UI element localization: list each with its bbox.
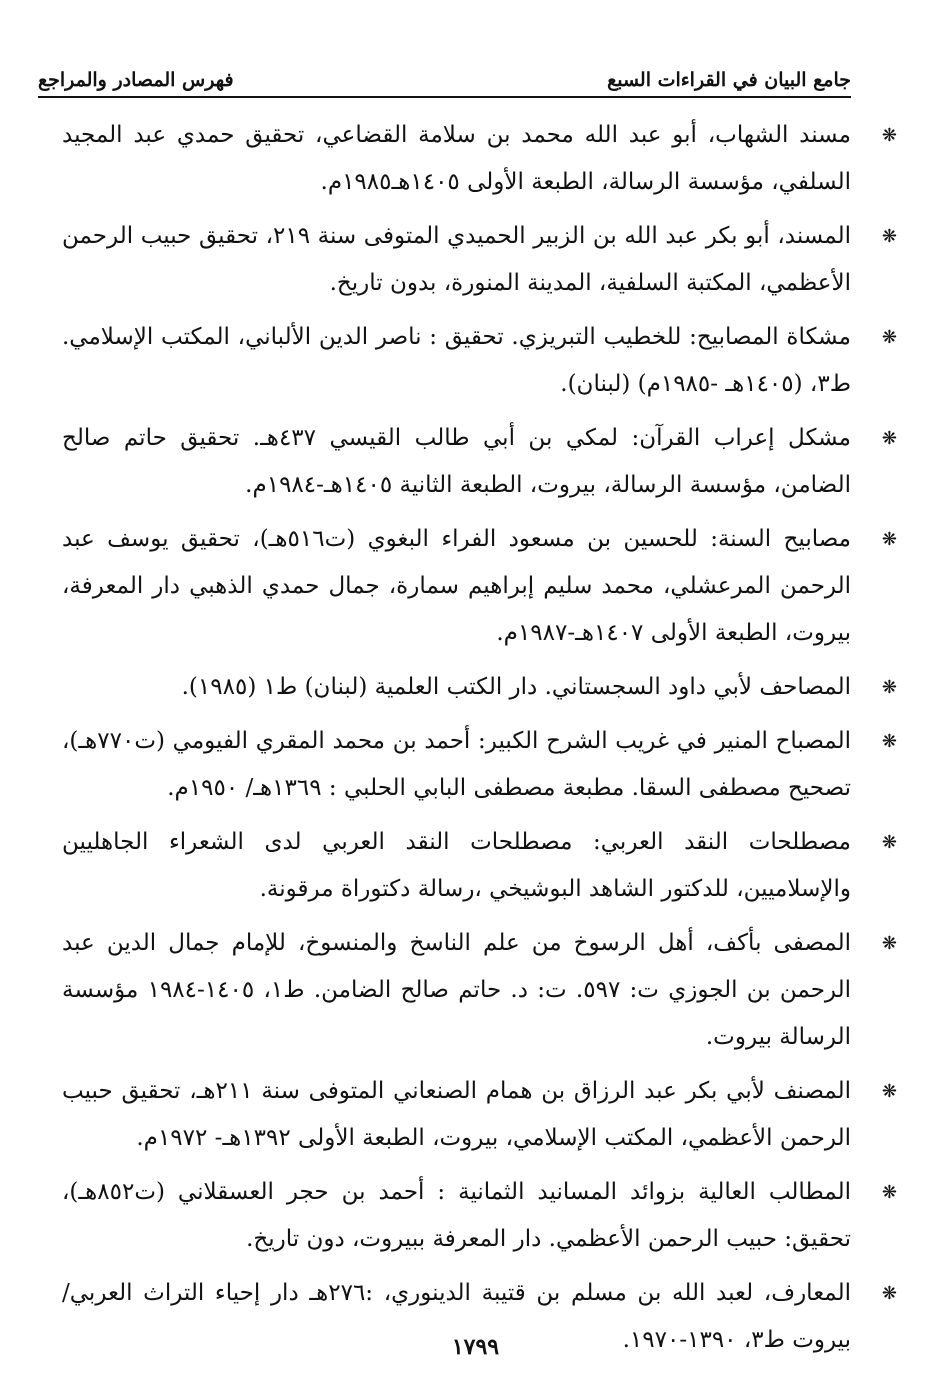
- running-header: [38, 52, 851, 98]
- header-section-title: فهرس المصادر والمراجع: [38, 69, 234, 92]
- entry-text: المطالب العالية بزوائد المسانيد الثمانية : أحمد بن حجر العسقلاني (ت٨٥٢هـ)، تحقيق: حبيب الرحمن الأعظمي. دار المعرفة ببيروت، دون تاريخ.: [62, 1179, 851, 1252]
- asterism-bullet-icon: ❋: [881, 1283, 897, 1304]
- bibliography-entry: [62, 415, 897, 509]
- bibliography-entry: [62, 516, 897, 657]
- entry-text: مصابيح السنة: للحسين بن مسعود الفراء البغوي (ت٥١٦هـ)، تحقيق يوسف عبد الرحمن المرعشلي، محمد سليم إبراهيم سمارة، جمال حمدي الذهبي دار المعرفة، بيروت، الطبعة الأولى ١٤٠٧هـ-١٩٨٧م.: [62, 526, 851, 646]
- asterism-bullet-icon: ❋: [881, 226, 897, 247]
- entry-text: المعارف، لعبد الله بن مسلم بن قتيبة الدينوري، :٢٧٦هـ دار إحياء التراث العربي/بيروت ط٣، ١٣٩٠-١٩٧٠.: [62, 1280, 851, 1353]
- bibliography-entry: [62, 213, 897, 307]
- bibliography-entry: [62, 1068, 897, 1162]
- entry-text: المصباح المنير في غريب الشرح الكبير: أحمد بن محمد المقري الفيومي (ت٧٧٠هـ)، تصحيح مصطفى السقا. مطبعة مصطفى البابي الحلبي : ١٣٦٩هـ/ ١٩٥٠م.: [62, 728, 852, 801]
- entry-text: مصطلحات النقد العربي: مصطلحات النقد العربي لدى الشعراء الجاهليين والإسلاميين، للدكتور الشاهد البوشيخي ،رسالة دكتوراة مرقونة.: [62, 829, 851, 902]
- entry-text: مشكاة المصابيح: للخطيب التبريزي. تحقيق : ناصر الدين الألباني، المكتب الإسلامي. ط٣، (١٤٠٥هـ -١٩٨٥م) (لبنان).: [62, 324, 851, 397]
- asterism-bullet-icon: ❋: [881, 125, 897, 146]
- asterism-bullet-icon: ❋: [881, 731, 897, 752]
- asterism-bullet-icon: ❋: [881, 933, 897, 954]
- entry-text: المسند، أبو بكر عبد الله بن الزبير الحميدي المتوفى سنة ٢١٩، تحقيق حبيب الرحمن الأعظمي، المكتبة السلفية، المدينة المنورة، بدون تاريخ.: [62, 223, 851, 296]
- entry-text: مشكل إعراب القرآن: لمكي بن أبي طالب القيسي ٤٣٧هـ. تحقيق حاتم صالح الضامن، مؤسسة الرسالة، بيروت، الطبعة الثانية ١٤٠٥هـ-١٩٨٤م.: [62, 425, 851, 498]
- asterism-bullet-icon: ❋: [881, 529, 897, 550]
- asterism-bullet-icon: ❋: [881, 428, 897, 449]
- header-book-title: جامع البيان في القراءات السبع: [607, 69, 851, 92]
- bibliography-entry: [62, 920, 897, 1061]
- bibliography-entry: [62, 664, 897, 711]
- bibliography-entry: [62, 314, 897, 408]
- entry-text: المصاحف لأبي داود السجستاني. دار الكتب العلمية (لبنان) ط١ (١٩٨٥).: [181, 674, 851, 700]
- asterism-bullet-icon: ❋: [881, 677, 897, 698]
- bibliography-entry: [62, 112, 897, 206]
- bibliography-entry: [62, 718, 897, 812]
- bibliography-list: [62, 112, 897, 1371]
- entry-text: المصفى بأكف، أهل الرسوخ من علم الناسخ والمنسوخ، للإمام جمال الدين عبد الرحمن بن الجوزي ت: ٥٩٧. ت: د. حاتم صالح الضامن. ط١، ١٤٠٥-١٩٨٤ مؤسسة الرسالة بيروت.: [62, 930, 852, 1050]
- entry-text: مسند الشهاب، أبو عبد الله محمد بن سلامة القضاعي، تحقيق حمدي عبد المجيد السلفي، مؤسسة الرسالة، الطبعة الأولى ١٤٠٥هـ١٩٨٥م.: [62, 122, 851, 195]
- asterism-bullet-icon: ❋: [881, 1081, 897, 1102]
- bibliography-entry: [62, 819, 897, 913]
- asterism-bullet-icon: ❋: [881, 327, 897, 348]
- page-number: ١٧٩٩: [451, 1334, 500, 1360]
- asterism-bullet-icon: ❋: [881, 832, 897, 853]
- bibliography-entry: [62, 1169, 897, 1263]
- asterism-bullet-icon: ❋: [881, 1182, 897, 1203]
- entry-text: المصنف لأبي بكر عبد الرزاق بن همام الصنعاني المتوفى سنة ٢١١هـ، تحقيق حبيب الرحمن الأعظمي، المكتب الإسلامي، بيروت، الطبعة الأولى ١٣٩٢هـ- ١٩٧٢م.: [62, 1078, 852, 1151]
